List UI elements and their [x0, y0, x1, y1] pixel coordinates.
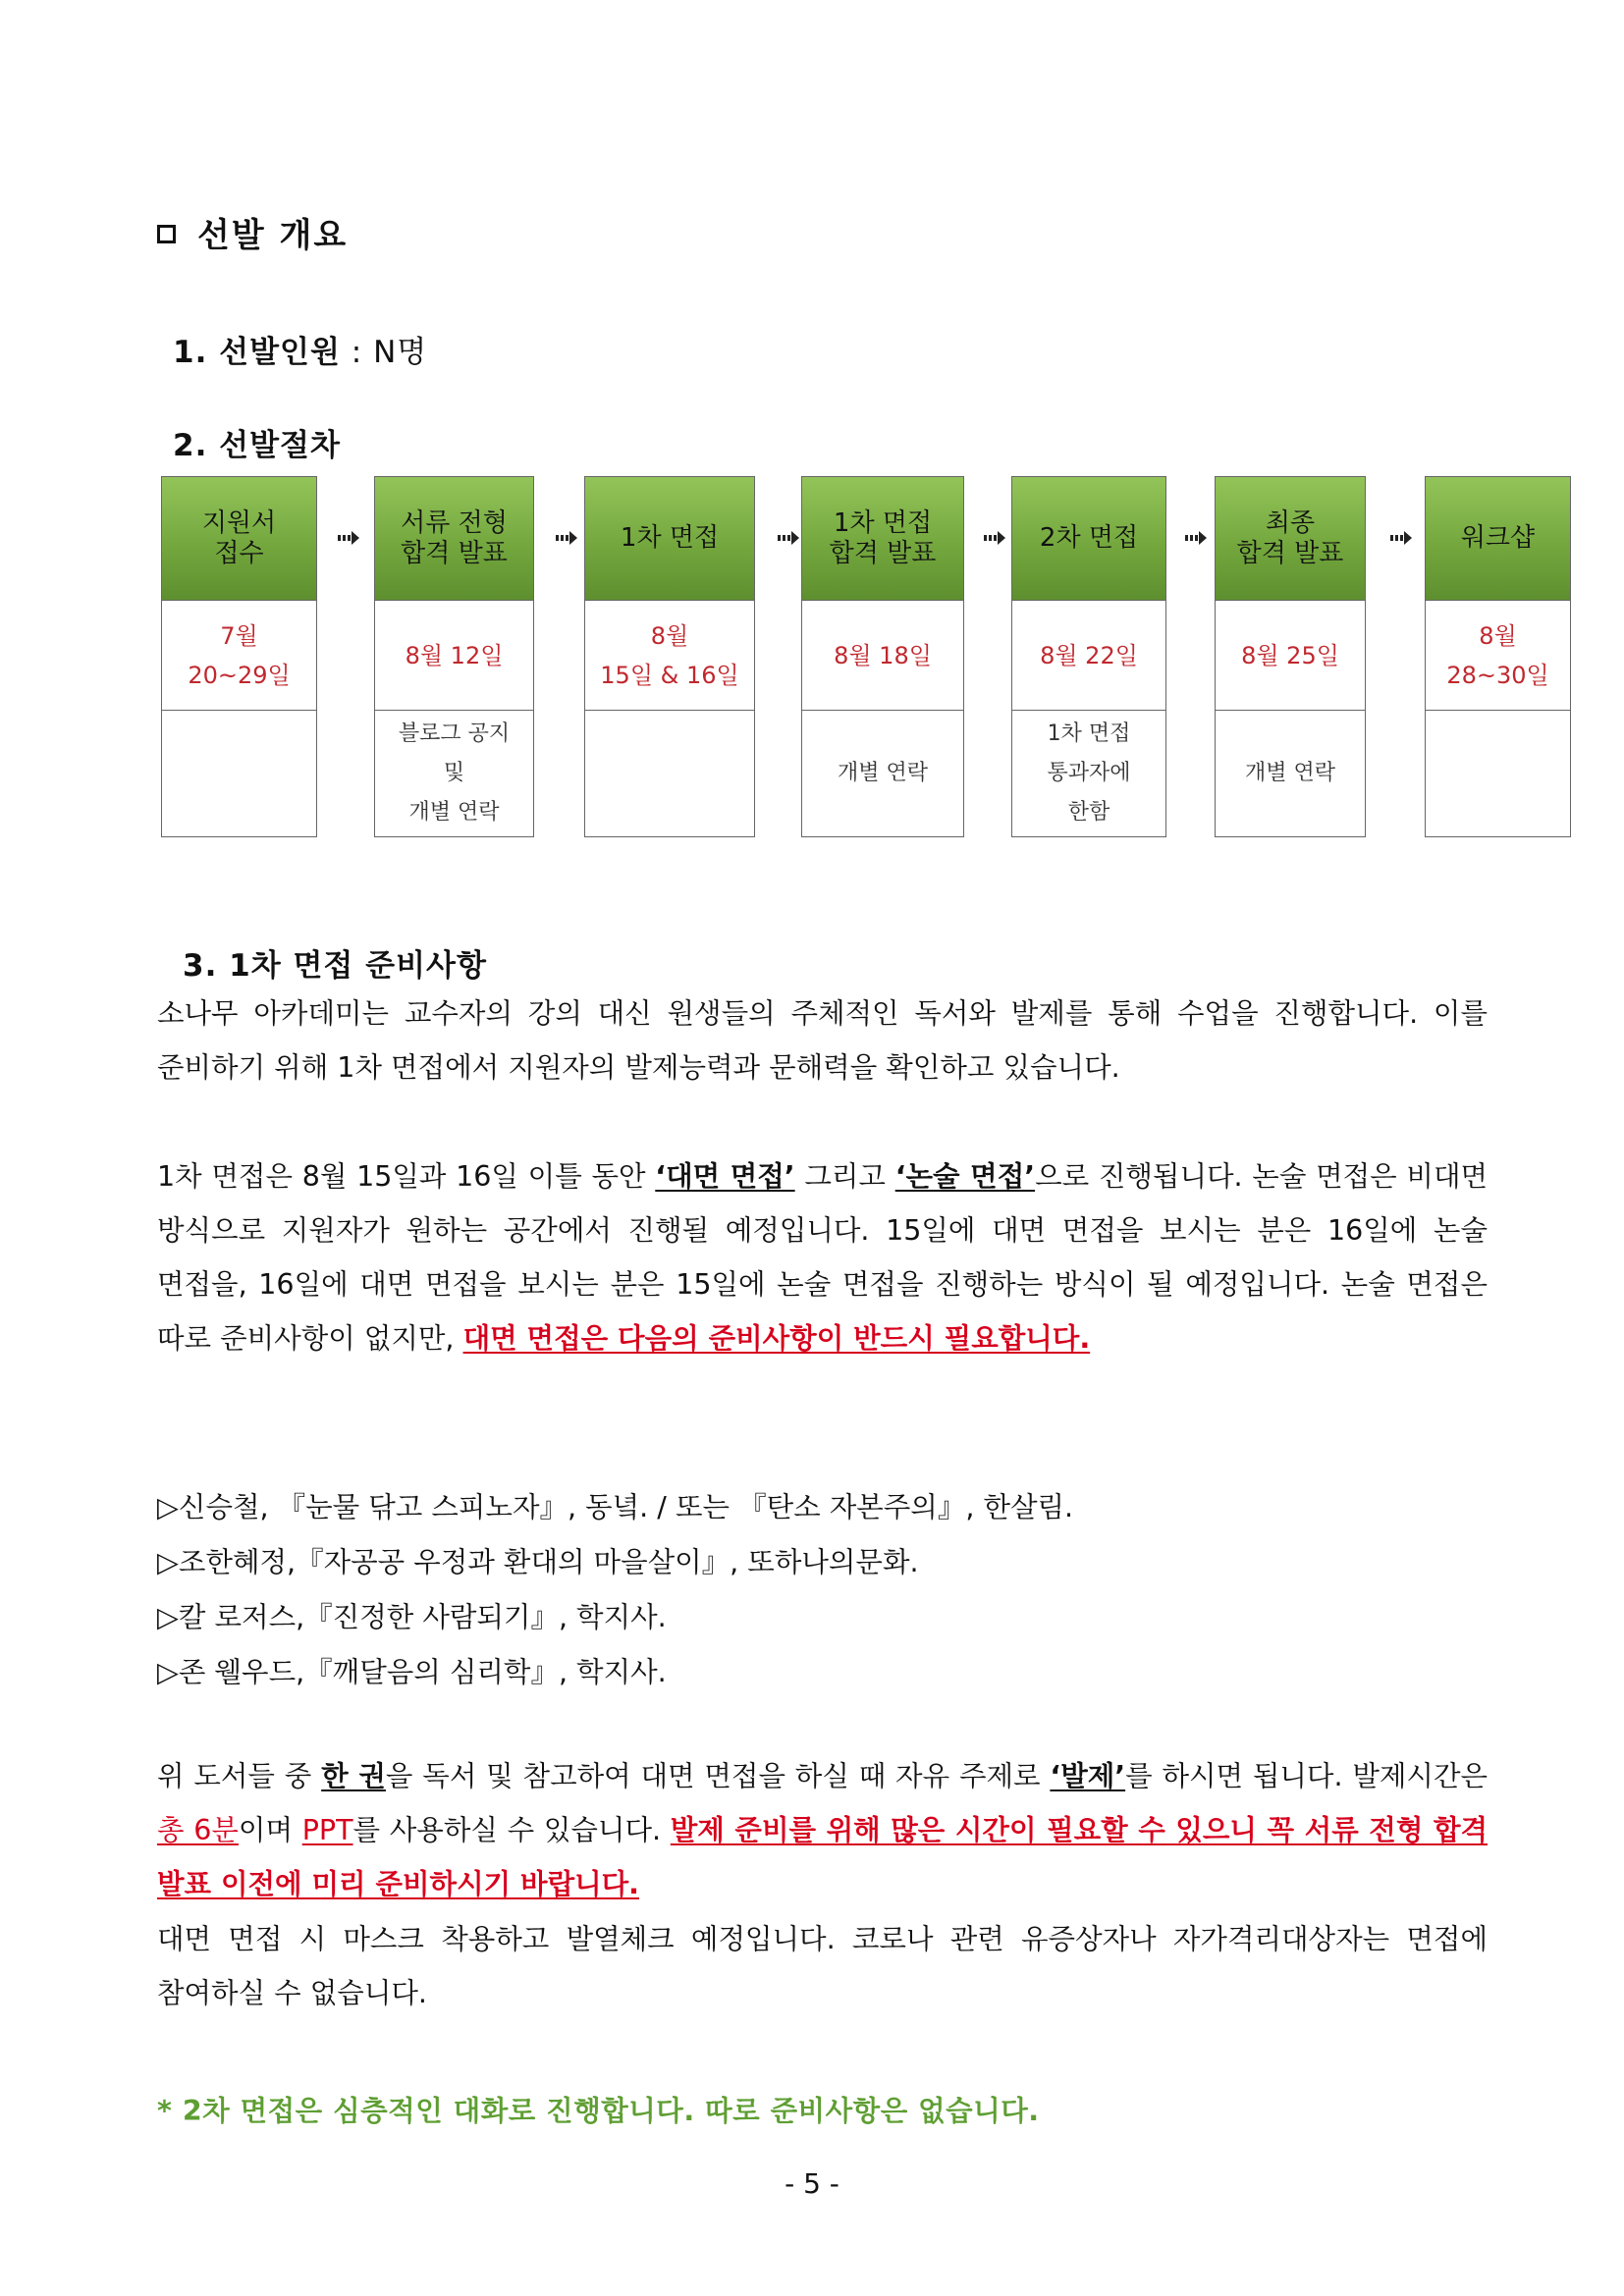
- step-7: [1425, 476, 1571, 837]
- step-6: [1215, 476, 1366, 837]
- covid-paragraph: 대면 면접 시 마스크 착용하고 발열체크 예정입니다. 코로나 관련 유증상자나 자가격리대상자는 면접에 참여하실 수 없습니다.: [157, 1923, 1488, 2009]
- interview-prep-heading: 3. 1차 면접 준비사항: [183, 948, 487, 984]
- step-title: 1차 면접: [585, 477, 754, 601]
- list-item: ▷조한혜정,『자공공 우정과 환대의 마을살이』, 또하나의문화.: [157, 1546, 919, 1578]
- step-title: 서류 전형 합격 발표: [375, 477, 533, 601]
- step-date: 8월 25일: [1216, 601, 1365, 711]
- step-date: 7월 20~29일: [162, 601, 316, 711]
- step-5: [1011, 476, 1166, 837]
- section-title: [157, 208, 348, 256]
- step-date: 8월 15일 & 16일: [585, 601, 754, 711]
- arrow-right-icon: [556, 529, 577, 547]
- step-note: [1426, 711, 1570, 836]
- list-item: ▷존 웰우드,『깨달음의 심리학』, 학지사.: [157, 1656, 667, 1688]
- required-prep-notice: 대면 면접은 다음의 준비사항이 반드시 필요합니다.: [462, 1322, 1091, 1355]
- step-1: [161, 476, 317, 837]
- interview-paragraph: 1차 면접은 8월 15일과 16일 이틀 동안 ‘대면 면접’ 그리고 ‘논술 면접’으로 진행됩니다. 논술 면접은 비대면 방식으로 지원자가 원하는 공간에서 진행될 예정입니다. 15일에 대면 면접을 보시는 분은 16일에 논술 면접을, 16일에 대면 면접을 보시는 분은 15일에 논술 면접을 진행하는 방식이 될 예정입니다. 논술 면접은 따로 준비사항이 없지만, 대면 면접은 다음의 준비사항이 반드시 필요합니다.: [157, 1160, 1489, 1355]
- step-note: 1차 면접 통과자에 한함: [1047, 721, 1131, 825]
- checkbox-icon: [157, 225, 176, 243]
- step-note: [585, 711, 754, 836]
- step-note: 개별 연락: [837, 761, 928, 785]
- section-title-text: 선발 개요: [197, 216, 349, 255]
- prepare-early-notice: 발제 준비를 위해 많은 시간이 필요할 수 있으니 꼭 서류 전형 합격 발표 이전에 미리 준비하시기 바랍니다.: [157, 1814, 1489, 1900]
- intro-paragraph: 소나무 아카데미는 교수자의 강의 대신 원생들의 주체적인 독서와 발제를 통해 수업을 진행합니다. 이를 준비하기 위해 1차 면접에서 지원자의 발제능력과 문해력을 확인하고 있습니다.: [157, 997, 1488, 1084]
- recruit-count: 1. 선발인원 : N명: [173, 335, 428, 370]
- arrow-right-icon: [1390, 529, 1412, 547]
- arrow-right-icon: [984, 529, 1005, 547]
- step-note: 개별 연락: [1244, 761, 1335, 785]
- step-note: 블로그 공지 및 개별 연락: [398, 721, 511, 825]
- arrow-right-icon: [1185, 529, 1207, 547]
- step-date: 8월 12일: [375, 601, 533, 711]
- step-3: [584, 476, 755, 837]
- step-title: 지원서 접수: [162, 477, 316, 601]
- step-title: 최종 합격 발표: [1216, 477, 1365, 601]
- one-book-term: 한 권: [321, 1760, 386, 1792]
- second-interview-note: * 2차 면접은 심층적인 대화로 진행합니다. 따로 준비사항은 없습니다.: [157, 2095, 1040, 2127]
- list-item: ▷칼 로저스,『진정한 사람되기』, 학지사.: [157, 1601, 667, 1633]
- step-2: [374, 476, 534, 837]
- step-date: 8월 22일: [1012, 601, 1165, 711]
- book-list: [157, 1480, 1073, 1700]
- step-date: 8월 18일: [802, 601, 963, 711]
- arrow-right-icon: [338, 529, 359, 547]
- presentation-paragraph: 위 도서들 중 한 권을 독서 및 참고하여 대면 면접을 하실 때 자유 주제로 ‘발제’를 하시면 됩니다. 발제시간은 총 6분이며 PPT를 사용하실 수 있습니다. 발제 준비를 위해 많은 시간이 필요할 수 있으니 꼭 서류 전형 합격 발표 이전에 미리 준비하시기 바랍니다.: [157, 1760, 1489, 1900]
- procedure-flow: [161, 476, 1573, 839]
- list-item: ▷신승철, 『눈물 닦고 스피노자』, 동녘. / 또는 『탄소 자본주의』, 한살림.: [157, 1491, 1074, 1523]
- step-title: 2차 면접: [1012, 477, 1165, 601]
- step-date: 8월 28~30일: [1426, 601, 1570, 711]
- step-4: [801, 476, 964, 837]
- in-person-interview-term: ‘대면 면접’: [655, 1160, 795, 1193]
- step-title: 1차 면접 합격 발표: [802, 477, 963, 601]
- presentation-term: ‘발제’: [1050, 1760, 1126, 1792]
- step-title: 워크샵: [1426, 477, 1570, 601]
- arrow-right-icon: [778, 529, 799, 547]
- essay-interview-term: ‘논술 면접’: [894, 1160, 1036, 1193]
- ppt-term: PPT: [301, 1814, 353, 1846]
- step-note: [162, 711, 316, 836]
- page-number: - 5 -: [785, 2167, 839, 2200]
- procedure-heading: 2. 선발절차: [173, 428, 341, 463]
- presentation-time: 총 6분: [157, 1814, 239, 1846]
